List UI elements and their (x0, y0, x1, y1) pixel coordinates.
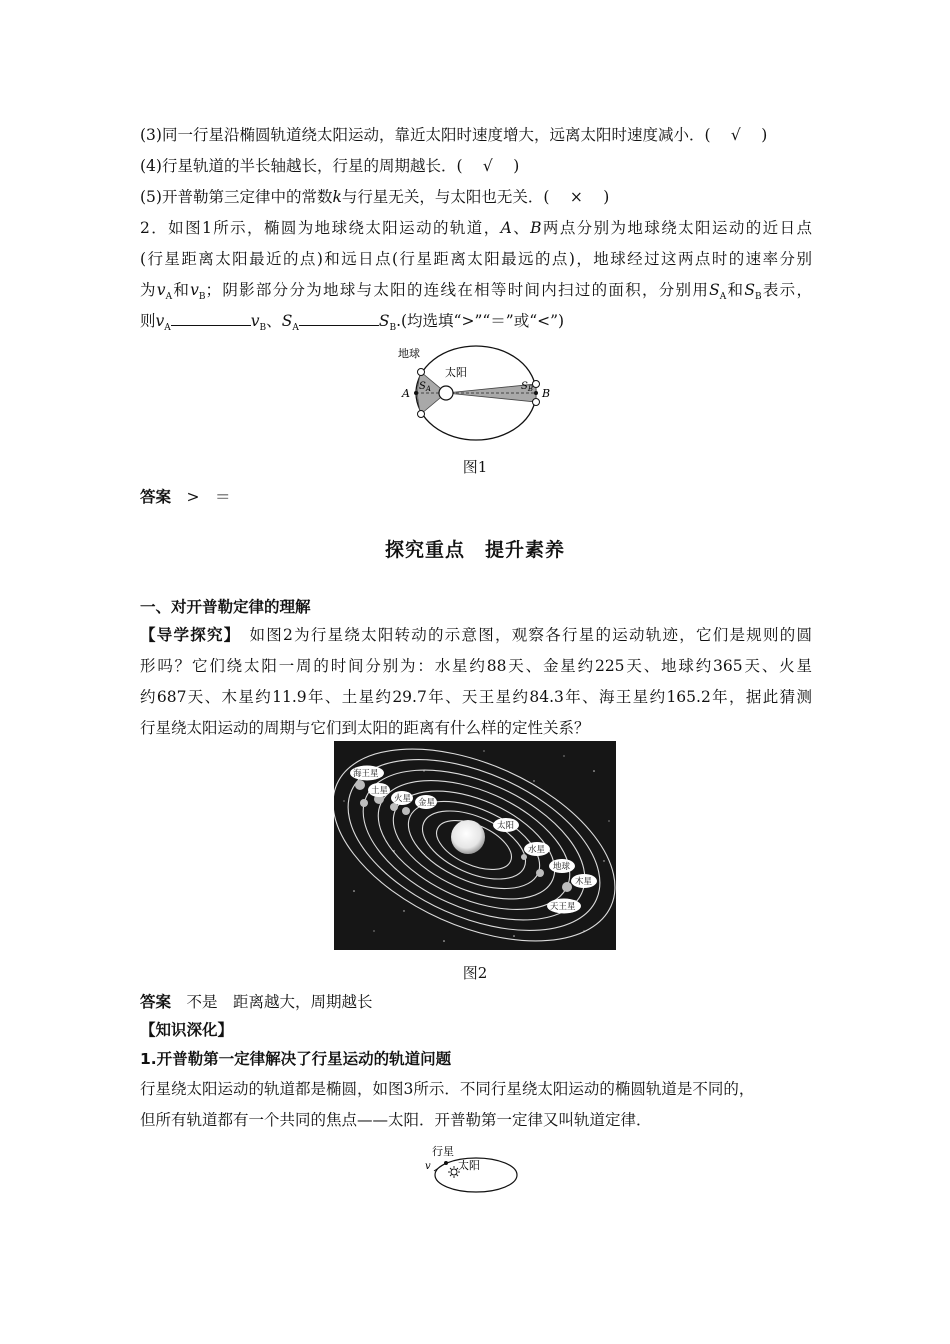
figure-2-solar-system (334, 741, 616, 950)
sun (451, 820, 485, 854)
item-3: (3)同一行星沿椭圆轨道绕太阳运动，靠近太阳时速度增大，远离太阳时速度减小．( √ ) (140, 126, 768, 144)
label-neptune: 海王星 (353, 769, 379, 779)
figure-1-orbit-diagram (390, 340, 560, 446)
answer-blank (171, 311, 251, 326)
question-2-line-3: 为$v_A$和$v_B$；阴影部分分为地球与太阳的连线在相等时间内扫过的面积，分别用$S_A$和$S_B$表示， (140, 281, 812, 303)
label-sa: $S_A$ (419, 381, 431, 393)
label-venus: 金星 (418, 798, 436, 808)
section-title: 探究重点 提升素养 (384, 539, 565, 561)
deepen-line-1: 行星绕太阳运动的轨道都是椭圆，如图3所示．不同行星绕太阳运动的椭圆轨道是不同的， (140, 1080, 755, 1098)
answer-1: 答案 > ＝ (140, 488, 231, 506)
label-mars: 火星 (394, 794, 412, 804)
item-5: (5)开普勒第三定律中的常数k与行星无关，与太阳也无关．( × ) (140, 188, 610, 206)
guide-line-2: 形吗？它们绕太阳一周的时间分别为：水星约88天、金星约225天、地球约365天、火星 (140, 657, 812, 675)
earth-position-2 (418, 411, 425, 418)
guide-line-1: 【导学探究】 如图2为行星绕太阳转动的示意图，观察各行星的运动轨迹，它们是规则的圆 (140, 626, 812, 644)
knowledge-deepen-tag: 【知识深化】 (140, 1021, 234, 1039)
part-1-title: 一、对开普勒定律的理解 (140, 598, 311, 616)
earth-position-3 (533, 381, 540, 388)
label-sun: 太阳 (497, 821, 515, 831)
label-jupiter: 木星 (575, 877, 593, 887)
question-2-line-4: 则$v_A$ $v_B$、$S_A$ $S_B$.(均选填“>”“＝”或“<”) (140, 312, 565, 334)
label-sun: 太阳 (458, 1159, 480, 1172)
label-sb: $S_B$ (521, 381, 534, 393)
label-earth: 地球 (398, 347, 420, 360)
sun-marker (439, 386, 453, 400)
figure-3-planet-orbit (420, 1141, 522, 1195)
guide-line-3: 约687天、木星约11.9年、土星约29.7年、天王星约84.3年、海王星约165.2年，据此猜测 (140, 688, 812, 706)
answer-blank (299, 311, 379, 326)
label-planet: 行星 (432, 1145, 454, 1158)
earth-position-4 (533, 399, 540, 406)
guide-line-4: 行星绕太阳运动的周期与它们到太阳的距离有什么样的定性关系？ (140, 719, 590, 737)
point-b (534, 391, 538, 395)
label-b: B (542, 387, 551, 400)
item-4: (4)行星轨道的半长轴越长，行星的周期越长．( √ ) (140, 157, 520, 175)
figure-2-caption: 图2 (462, 964, 488, 982)
velocity-arrow (434, 1163, 446, 1171)
deepen-line-2: 但所有轨道都有一个共同的焦点——太阳．开普勒第一定律又叫轨道定律． (140, 1111, 652, 1129)
label-uranus: 天王星 (550, 902, 576, 912)
earth-position-1 (418, 369, 425, 376)
label-earth: 地球 (553, 862, 571, 872)
label-v: v (425, 1161, 431, 1172)
label-sun: 太阳 (445, 366, 467, 379)
label-saturn: 土星 (371, 786, 389, 796)
label-a: A (402, 387, 410, 400)
question-2-line-2: (行星距离太阳最近的点)和远日点(行星距离太阳最远的点)，地球经过这两点时的速率分别 (140, 250, 812, 268)
answer-2: 答案 不是 距离越大，周期越长 (140, 993, 373, 1011)
question-2-line-1: 2．如图1所示，椭圆为地球绕太阳运动的轨道，A、B两点分别为地球绕太阳运动的近日点 (140, 219, 812, 237)
figure-1-caption: 图1 (462, 458, 488, 476)
point-a (414, 391, 418, 395)
label-mercury: 水星 (528, 845, 546, 855)
point-1-title: 1.开普勒第一定律解决了行星运动的轨道问题 (140, 1050, 452, 1068)
